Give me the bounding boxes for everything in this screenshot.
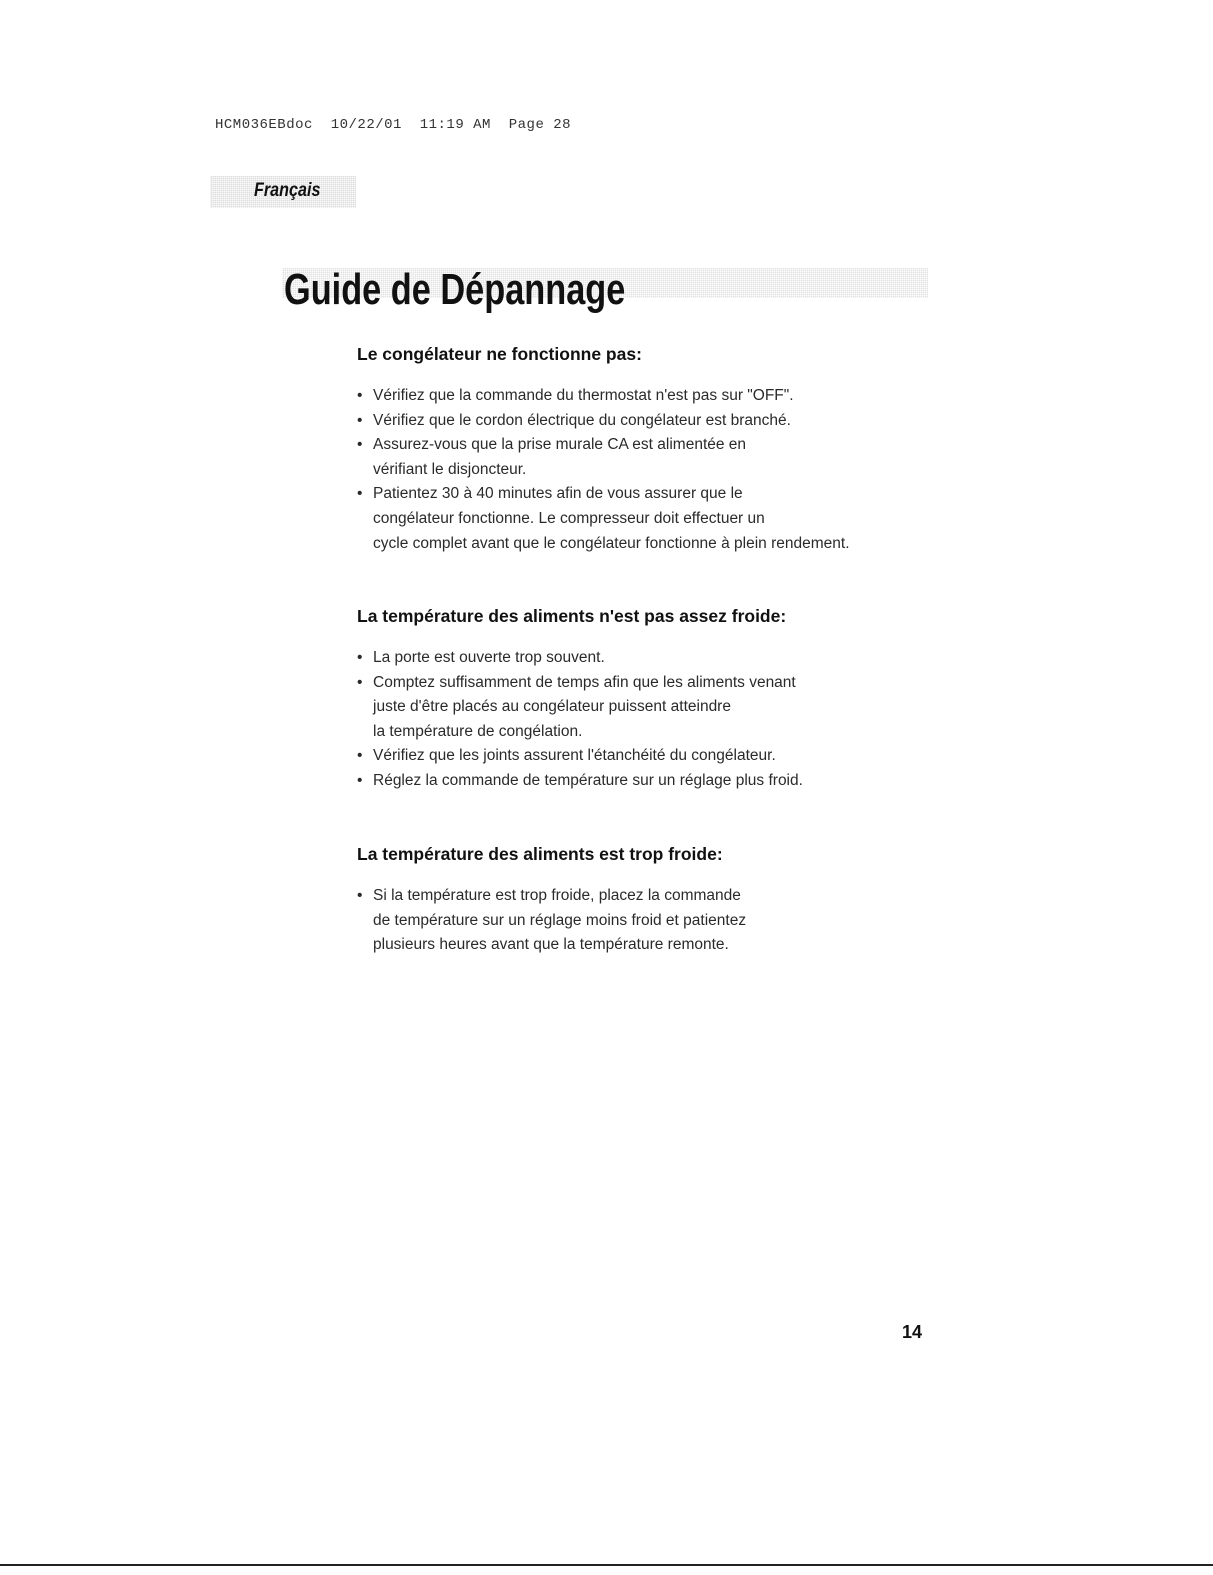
bullet-icon: • [357, 436, 363, 454]
language-tab [210, 176, 356, 208]
page-title: Guide de Dépannage [284, 265, 626, 314]
list-item-text: La porte est ouverte trop souvent. [373, 649, 605, 666]
bullet-list [357, 884, 937, 958]
list-item-text: Comptez suffisamment de temps afin que les aliments venant [373, 673, 796, 691]
list-item-text: Vérifiez que les joints assurent l'étanchéité du congélateur. [373, 747, 776, 765]
list-item-text: Patientez 30 à 40 minutes afin de vous assurer que le [373, 485, 743, 503]
language-tab-label: Français [254, 180, 321, 201]
section-freezer-not-working [357, 342, 937, 556]
document-header: HCM036EBdoc 10/22/01 11:19 AM Page 28 [215, 117, 572, 133]
list-item [357, 433, 937, 482]
list-item [357, 384, 937, 409]
list-item-text: vérifiant le disjoncteur. [373, 460, 527, 478]
list-item [357, 744, 937, 769]
section-food-too-cold [357, 842, 937, 958]
section-food-not-cold-enough [357, 604, 937, 794]
bullet-icon: • [357, 673, 363, 691]
page-number: 14 [902, 1322, 923, 1342]
list-item-text: plusieurs heures avant que la température remonte. [373, 936, 729, 954]
bullet-icon: • [357, 771, 363, 789]
list-item-text: cycle complet avant que le congélateur fonctionne à plein rendement. [373, 534, 850, 552]
bullet-icon: • [357, 387, 363, 404]
section-heading: Le congélateur ne fonctionne pas: [357, 344, 642, 364]
bullet-icon: • [357, 887, 363, 904]
list-item-text: congélateur fonctionne. Le compresseur doit effectuer un [373, 509, 765, 527]
bullet-icon: • [357, 747, 363, 765]
bottom-divider [0, 1564, 1213, 1566]
list-item [357, 671, 937, 745]
list-item-text: Si la température est trop froide, placez la commande [373, 887, 741, 904]
list-item-text: Vérifiez que la commande du thermostat n'est pas sur "OFF". [373, 387, 794, 404]
section-heading: La température des aliments est trop froide: [357, 844, 723, 864]
bullet-icon: • [357, 649, 363, 666]
list-item-text: de température sur un réglage moins froid et patientez [373, 911, 747, 929]
bullet-list [357, 384, 937, 556]
list-item-text: Assurez-vous que la prise murale CA est alimentée en [373, 436, 747, 454]
list-item [357, 482, 937, 556]
bullet-icon: • [357, 411, 363, 429]
list-item [357, 409, 937, 434]
bullet-list [357, 646, 937, 794]
list-item-text: Vérifiez que le cordon électrique du congélateur est branché. [373, 411, 791, 429]
list-item [357, 646, 937, 671]
list-item-text: juste d'être placés au congélateur puissent atteindre [373, 698, 731, 716]
list-item-text: Réglez la commande de température sur un réglage plus froid. [373, 771, 803, 789]
section-heading: La température des aliments n'est pas assez froide: [357, 606, 787, 626]
bullet-icon: • [357, 485, 363, 503]
list-item [357, 769, 937, 794]
list-item [357, 884, 937, 958]
list-item-text: la température de congélation. [373, 722, 583, 740]
